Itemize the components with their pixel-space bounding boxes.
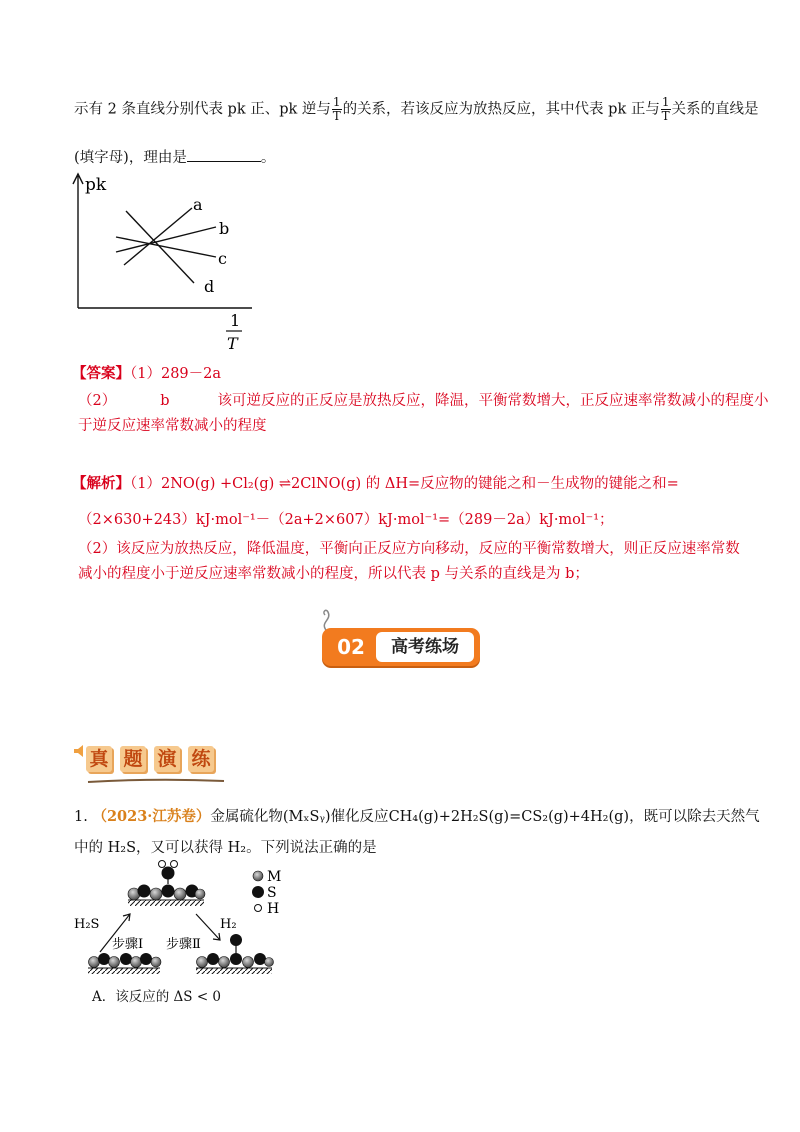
left-atoms bbox=[89, 953, 162, 968]
top-surface bbox=[128, 900, 204, 906]
x-axis-frac-den: T bbox=[227, 334, 238, 353]
heading-tile-4: 练 bbox=[188, 746, 214, 772]
legend-s: S bbox=[267, 885, 277, 901]
fraction-1-over-t-2: $\frac{1}{T}$ bbox=[661, 95, 670, 123]
question-source: （2023·江苏卷） bbox=[92, 808, 211, 825]
line-label-a: a bbox=[193, 195, 203, 214]
intro-line-1: 示有 2 条直线分别代表 pk 正、pk 逆与 $\frac{1}{T}$ 的关系，若该反应为放热反应，其中代表 pk 正与 $\frac{1}{T}$ 关系的直线是 bbox=[74, 95, 759, 123]
x-axis-frac-num: 1 bbox=[230, 311, 241, 330]
legend-m: M bbox=[267, 869, 282, 885]
answer-line-3: 于逆反应速率常数减小的程度 bbox=[78, 418, 267, 434]
question-equation: CH₄(g)+2H₂S(g)=CS₂(g)+4H₂(g) bbox=[388, 809, 630, 825]
banner-label: 高考练场 bbox=[376, 632, 474, 662]
fraction-1-over-t: $\frac{1}{T}$ bbox=[332, 95, 341, 123]
heading-underline bbox=[86, 776, 226, 786]
line-label-d: d bbox=[204, 277, 215, 296]
legend-s-icon bbox=[252, 886, 264, 898]
pk-vs-inverse-t-graph bbox=[66, 168, 266, 358]
heading-tile-3: 演 bbox=[154, 746, 180, 772]
question-1-line-1: 1. （2023·江苏卷）金属硫化物(MₓSᵧ)催化反应CH₄(g)+2H₂S(g)=CS₂(g)+4H₂(g)，既可以除去天然气 bbox=[74, 808, 760, 825]
top-atoms bbox=[128, 861, 205, 901]
y-axis-label: pk bbox=[85, 175, 107, 195]
legend-m-icon bbox=[253, 871, 263, 881]
line-a bbox=[124, 208, 192, 265]
analysis-line-4: 减小的程度小于逆反应速率常数减小的程度，所以代表 p 与关系的直线是为 b； bbox=[78, 566, 589, 582]
heading-tile-2: 题 bbox=[120, 746, 146, 772]
legend-h: H bbox=[267, 901, 280, 917]
section-banner bbox=[322, 622, 482, 670]
label-h2: H₂ bbox=[220, 917, 237, 932]
answer-tag: 【答案】 bbox=[72, 365, 130, 382]
label-step2: 步骤Ⅱ bbox=[166, 937, 201, 952]
answer-line-2: （2） b 该可逆反应的正反应是放热反应，降温，平衡常数增大，正反应速率常数减小的程度小 bbox=[78, 393, 769, 409]
analysis-line-1: 【解析】（1）2NO(g) +Cl₂(g) ⇌2ClNO(g) 的 ΔH=反应物的键能之和－生成物的键能之和= bbox=[72, 475, 679, 492]
answer-blank bbox=[187, 149, 261, 162]
analysis-tag: 【解析】 bbox=[72, 475, 130, 492]
analysis-line-2: （2×630+243）kJ·mol⁻¹－（2a+2×607）kJ·mol⁻¹=（289－2a）kJ·mol⁻¹； bbox=[78, 512, 614, 528]
catalyst-mechanism-figure bbox=[70, 856, 310, 986]
legend-h-icon bbox=[255, 905, 262, 912]
left-surface bbox=[88, 968, 160, 974]
option-a[interactable]: A．该反应的 ΔS < 0 bbox=[92, 989, 222, 1005]
label-step1: 步骤Ⅰ bbox=[112, 937, 144, 952]
intro-line-2: (填字母)，理由是 。 bbox=[74, 150, 276, 166]
heading-tile-1: 真 bbox=[86, 746, 112, 772]
line-label-b: b bbox=[219, 219, 230, 238]
banner-number: 02 bbox=[337, 635, 365, 659]
label-h2s: H₂S bbox=[74, 917, 100, 932]
analysis-line-3: （2）该反应为放热反应，降低温度，平衡向正反应方向移动，反应的平衡常数增大，则正反应速率常数 bbox=[78, 541, 740, 557]
right-surface bbox=[196, 968, 272, 974]
question-1-line-2: 中的 H₂S，又可以获得 H₂。下列说法正确的是 bbox=[74, 840, 377, 856]
line-label-c: c bbox=[218, 249, 227, 268]
answer-line-1: 【答案】（1）289－2a bbox=[72, 365, 222, 382]
right-atoms bbox=[197, 934, 274, 968]
